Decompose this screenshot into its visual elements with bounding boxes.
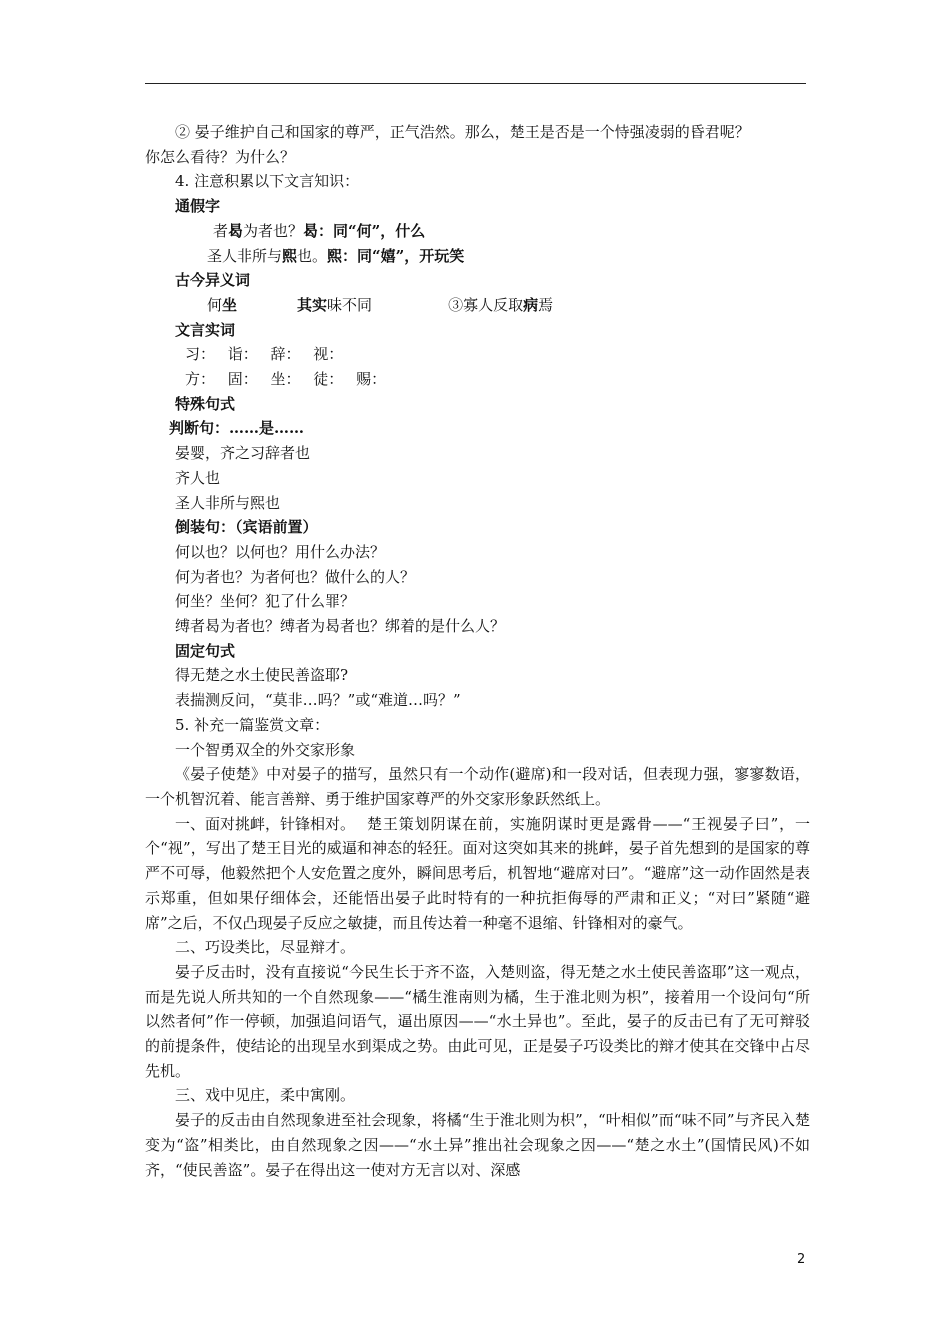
gujin-examples [145,293,810,318]
text: 何 [207,295,223,314]
text: 也。 [297,246,328,265]
question-2-line-1: ② 晏子维护自己和国家的尊严，正气浩然。那么，楚王是否是一个恃强凌弱的昏君呢？ [175,123,750,141]
tongjiazi-example-1 [145,219,810,244]
article-paragraph-3: 晏子反击时，没有直接说“今民生长于齐不盗，入楚则盗，得无楚之水土使民善盗耶”这一观点，而是先说人所共知的一个自然现象——“橘生淮南则为橘，生于淮北则为枳”，接着用一个设问句“所以然者何”作一停顿，加强追问语气，逼出原因——“水土异也”。至此，晏子的反击已有了无可辩驳的前提条件，使结论的出现呈水到渠成之势。由此可见，正是晏子巧设类比的辩才使其在交锋中占尽先机。 [145,962,810,1080]
panduan-heading: 判断句：……是…… [169,419,305,438]
article-paragraph-2: 楚王策划阴谋在前，实施阴谋时更是露骨——“王视晏子曰”，一个“视”，写出了楚王目光的威逼和神态的轻狂。面对这突如其来的挑衅，晏子首先想到的是国家的尊严不可辱，他毅然把个人安危置之度外，瞬间思考后，机智地“避席对曰”。“避席”这一动作固然是表示郑重，但如果仔细体会，还能悟出晏子此时特有的一种抗拒侮辱的严肃和正义；“对曰”紧随“避席”之后，不仅凸现晏子反应之敏捷，而且传达着一种毫不退缩、针锋相对的豪气。 [145,814,810,932]
section-tongjiazi: 通假字 [175,197,221,216]
guding-example-1: 得无楚之水土使民善盗耶? [175,666,349,685]
section-shici: 文言实词 [175,320,236,339]
article-heading-1: 一、面对挑衅，针锋相对。 [175,814,356,833]
guding-example-2: 表揣测反问，“莫非…吗？”或“难道…吗？” [175,691,461,710]
section-gujin-yiyi: 古今异义词 [175,271,251,290]
article-heading-2: 二、巧设类比，尽显辩才。 [175,938,356,957]
page-number: 2 [797,1252,806,1267]
header-rule [145,83,806,84]
text: 味不同 [327,295,373,314]
document-body [145,120,810,1182]
panduan-example-2: 齐人也 [175,468,221,487]
shici-row-2: 方： 固： 坐： 徒： 赐： [185,370,387,389]
panduan-example-3: 圣人非所与熙也 [175,493,281,512]
key-word: 其实 [297,295,328,314]
key-word: 坐 [222,295,238,314]
annotation: 曷：同“何”，什么 [303,221,426,240]
question-2-line-2: 你怎么看待？为什么？ [145,147,296,166]
guding-heading: 固定句式 [175,641,236,660]
text: 者 [213,221,229,240]
key-word: 病 [523,295,539,314]
text: 为者也？ [243,221,304,240]
item-5-heading: 5. 补充一篇鉴赏文章： [175,715,330,734]
article-title: 一个智勇双全的外交家形象 [175,740,356,759]
text: ③寡人反取 [448,295,524,314]
daozhuang-heading: 倒装句：（宾语前置） [175,518,318,537]
daozhuang-example-3: 何坐？坐何？犯了什么罪？ [175,592,356,611]
key-word: 熙 [282,246,298,265]
tongjiazi-example-2 [145,244,810,269]
text: 圣人非所与 [207,246,283,265]
shici-row-1: 习： 诣： 辞： 视： [185,345,344,364]
text: 焉 [538,295,554,314]
key-word: 曷 [228,221,244,240]
article-paragraph-4: 晏子的反击由自然现象进至社会现象，将橘“生于淮北则为枳”，“叶相似”而“味不同”与齐民入楚变为“盗”相类比，由自然现象之因——“水土异”推出社会现象之因——“楚之水土”(国情民风)不如齐，“使民善盗”。晏子在得出这一使对方无言以对、深感 [145,1111,810,1179]
section-teshu-jushi: 特殊句式 [175,394,236,413]
daozhuang-example-4: 缚者曷为者也？缚者为曷者也？绑着的是什么人？ [175,617,506,636]
item-4-heading: 4. 注意积累以下文言知识： [175,172,360,191]
panduan-example-1: 晏婴，齐之习辞者也 [175,444,311,463]
annotation: 熙：同“嬉”，开玩笑 [327,246,465,265]
article-heading-3: 三、戏中见庄，柔中寓刚。 [175,1086,356,1105]
daozhuang-example-1: 何以也？以何也？用什么办法？ [175,542,386,561]
daozhuang-example-2: 何为者也？为者何也？做什么的人？ [175,567,416,586]
article-paragraph-1: 《晏子使楚》中对晏子的描写，虽然只有一个动作(避席)和一段对话，但表现力强，寥寥数语，一个机智沉着、能言善辩、勇于维护国家尊严的外交家形象跃然纸上。 [145,765,810,808]
